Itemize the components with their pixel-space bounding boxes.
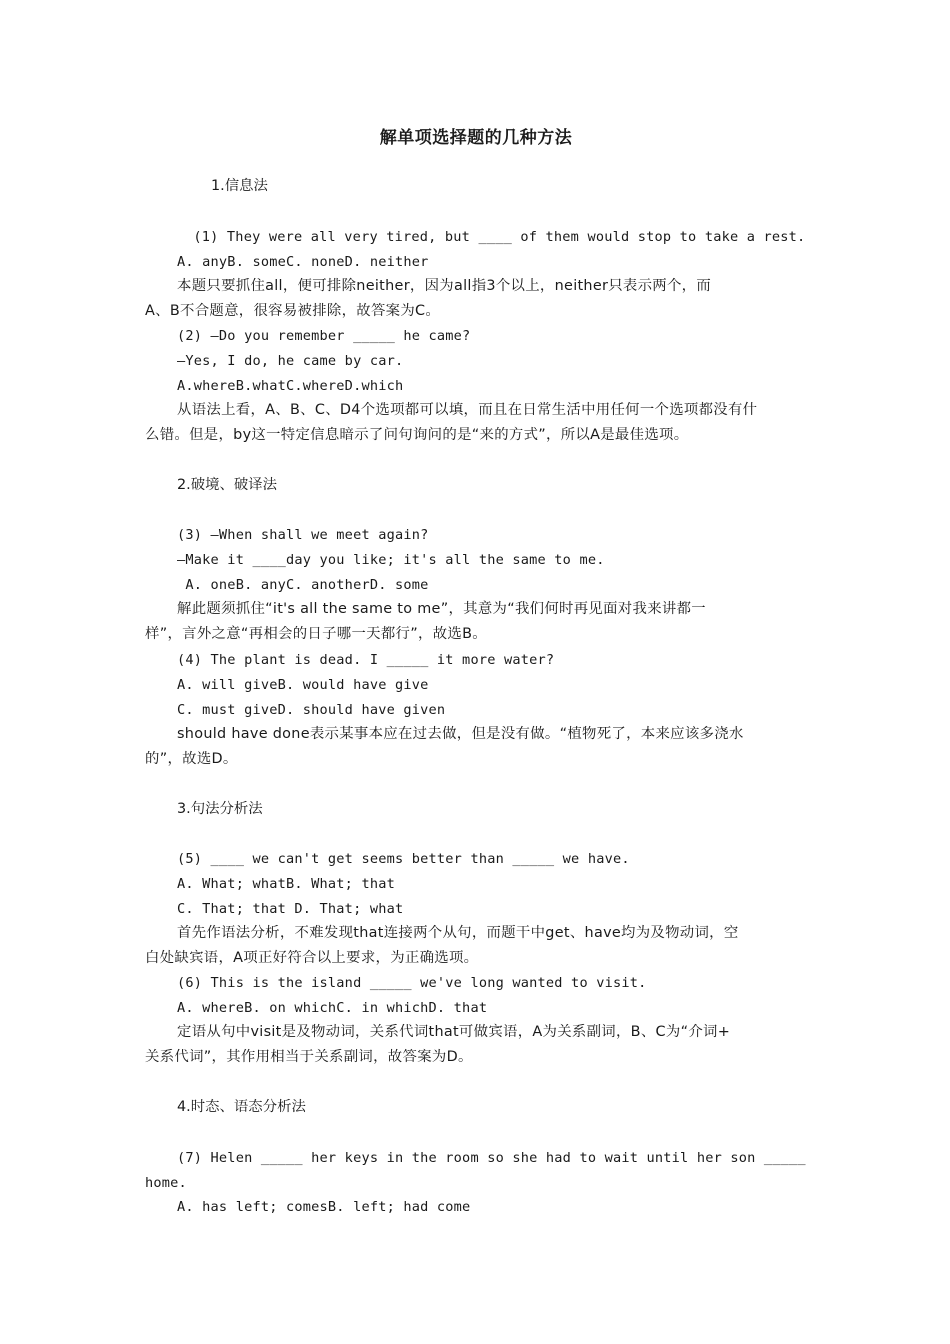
question-5-explanation-line-2: 白处缺宾语，A项正好符合以上要求，为正确选项。 xyxy=(145,950,479,966)
question-6-explanation-line-1: 定语从句中visit是及物动词，关系代词that可做宾语，A为关系副词，B、C为“介词+ xyxy=(177,1024,731,1040)
question-2-explanation-line-1: 从语法上看，A、B、C、D4个选项都可以填，而且在日常生活中用任何一个选项都没有什 xyxy=(177,402,758,418)
question-4-options-line-1: A. will giveB. would have give xyxy=(177,677,429,693)
question-5-options-line-1: A. What; whatB. What; that xyxy=(177,876,395,892)
question-4-stem: (4) The plant is dead. I _____ it more water? xyxy=(177,652,555,668)
question-4-explanation-line-2: 的”，故选D。 xyxy=(145,751,238,767)
question-6-options: A. whereB. on whichC. in whichD. that xyxy=(177,1000,488,1016)
section-heading-4: 4.时态、语态分析法 xyxy=(177,1099,306,1115)
question-2-stem: (2) —Do you remember _____ he came? xyxy=(177,328,471,344)
document-title: 解单项选择题的几种方法 xyxy=(379,128,573,148)
question-2-answer: —Yes, I do, he came by car. xyxy=(177,353,404,369)
question-1-explanation-line-2: A、B不合题意，很容易被排除，故答案为C。 xyxy=(145,303,441,319)
question-6-stem: (6) This is the island _____ we've long wanted to visit. xyxy=(177,975,647,991)
question-1-options: A. anyB. someC. noneD. neither xyxy=(177,254,429,270)
question-2-options: A.whereB.whatC.whereD.which xyxy=(177,378,404,394)
section-heading-1: 1.信息法 xyxy=(211,178,268,194)
question-3-explanation-line-2: 样”，言外之意“再相会的日子哪一天都行”，故选B。 xyxy=(145,626,487,642)
question-5-options-line-2: C. That; that D. That; what xyxy=(177,901,404,917)
question-4-options-line-2: C. must giveD. should have given xyxy=(177,702,446,718)
question-5-stem: (5) ____ we can't get seems better than _____ we have. xyxy=(177,851,630,867)
question-2-explanation-line-2: 么错。但是，by这一特定信息暗示了问句询问的是“来的方式”，所以A是最佳选项。 xyxy=(145,427,689,443)
question-3-explanation-line-1: 解此题须抓住“it's all the same to me”，其意为“我们何时再见面对我来讲都一 xyxy=(177,601,706,617)
question-3-answer: —Make it ____day you like; it's all the same to me. xyxy=(177,552,605,568)
question-1-stem: (1) They were all very tired, but ____ of them would stop to take a rest. xyxy=(185,229,806,245)
question-7-stem-line-1: (7) Helen _____ her keys in the room so she had to wait until her son _____ xyxy=(177,1150,806,1166)
question-7-stem-line-2: home. xyxy=(145,1175,187,1191)
question-3-options: A. oneB. anyC. anotherD. some xyxy=(177,577,429,593)
question-1-explanation-line-1: 本题只要抓住all，便可排除neither，因为all指3个以上，neither只表示两个，而 xyxy=(177,278,712,294)
section-heading-2: 2.破境、破译法 xyxy=(177,477,278,493)
question-5-explanation-line-1: 首先作语法分析，不难发现that连接两个从句，而题干中get、have均为及物动词，空 xyxy=(177,925,739,941)
question-6-explanation-line-2: 关系代词”，其作用相当于关系副词，故答案为D。 xyxy=(145,1049,473,1065)
question-4-explanation-line-1: should have done表示某事本应在过去做，但是没有做。“植物死了，本来应该多浇水 xyxy=(177,726,744,742)
question-3-stem: (3) —When shall we meet again? xyxy=(177,527,429,543)
question-7-options: A. has left; comesB. left; had come xyxy=(177,1199,471,1215)
section-heading-3: 3.句法分析法 xyxy=(177,801,263,817)
